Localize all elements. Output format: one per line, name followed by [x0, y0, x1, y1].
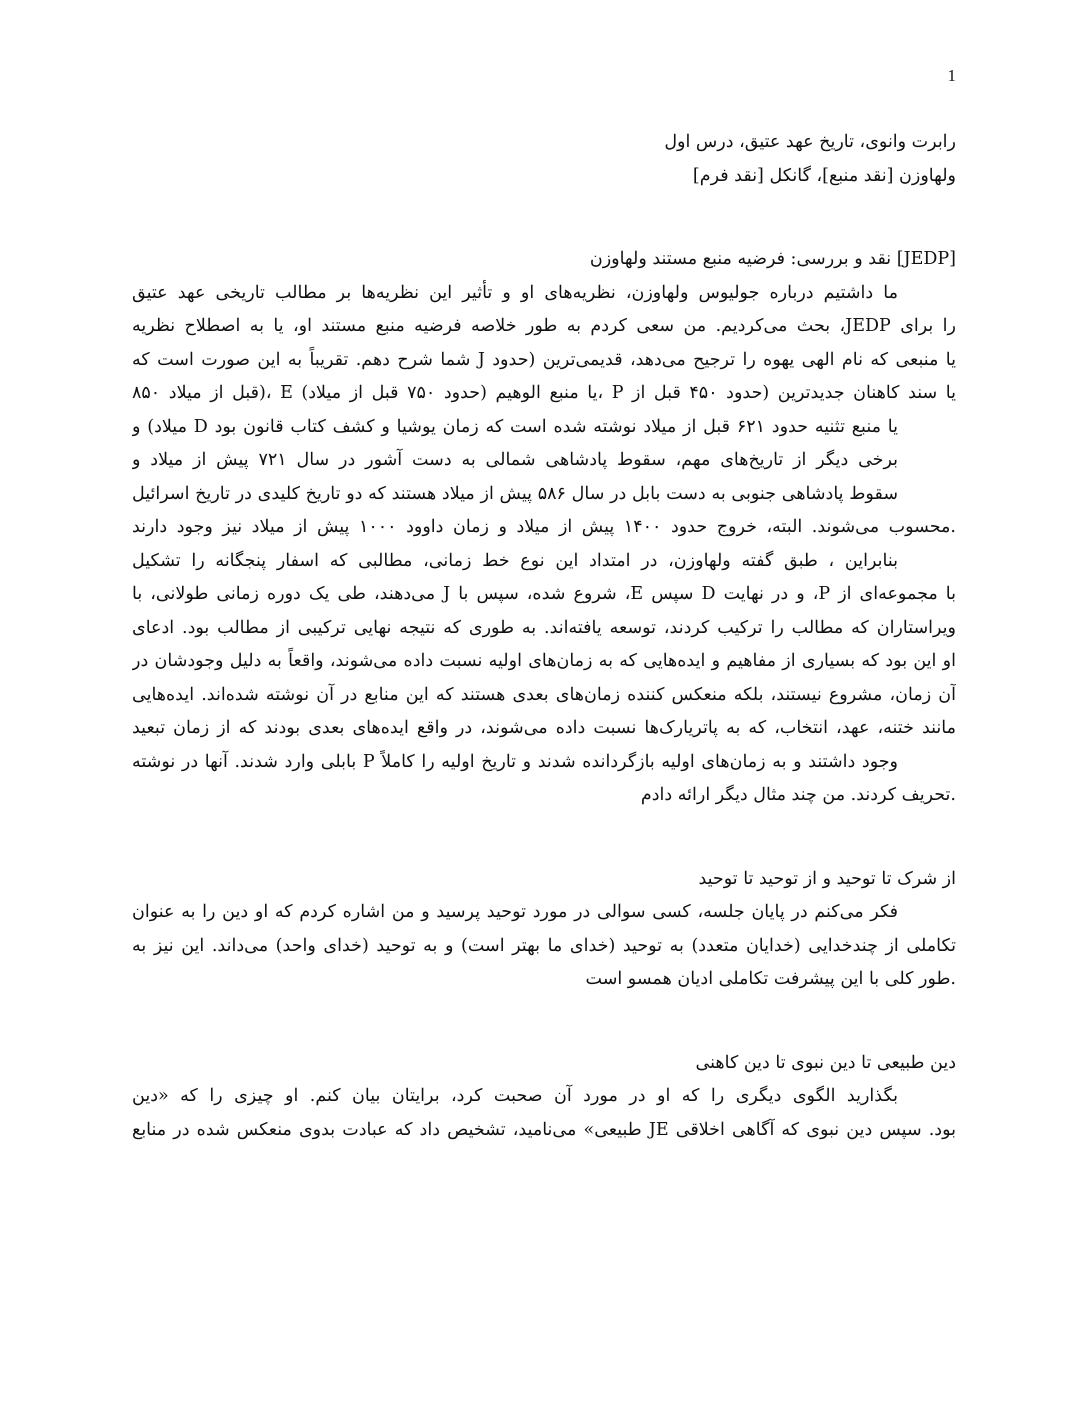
paragraph-line: را برای JEDP، بحث می‌کردیم. من سعی کردم به طور خلاصه فرضیه منبع مستند او، یا به اصطلاح نظریه — [132, 316, 956, 336]
section-1-paragraph — [132, 277, 956, 813]
paragraph-line: برخی دیگر از تاریخ‌های مهم، سقوط پادشاهی شمالی به دست آشور در سال ۷۲۱ پیش از میلاد و — [132, 450, 899, 470]
header-line-1: رابرت وانوی، تاریخ عهد عتیق، درس اول — [664, 132, 956, 152]
header-line-2: ولهاوزن [نقد منبع]، گانکل [نقد فرم] — [692, 165, 956, 186]
page-number: 1 — [947, 66, 956, 85]
paragraph-line: .محسوب می‌شوند. البته، خروج حدود ۱۴۰۰ پیش از میلاد و زمان داوود ۱۰۰۰ پیش از میلاد نیز وجود دارند — [132, 517, 956, 537]
spacer — [132, 997, 956, 1047]
paragraph-line: با مجموعه‌ای از P، و در نهایت D سپس E، شروع شده، سپس با J می‌دهند، طی یک دوره زمانی طولانی، با — [132, 584, 956, 604]
section-3-title: دین طبیعی تا دین نبوی تا دین کاهنی — [695, 1052, 956, 1073]
paragraph-line: .تحریف کردند. من چند مثال دیگر ارائه دادم — [640, 785, 956, 805]
paragraph-line: بنابراین ، طبق گفته ولهاوزن، در امتداد این نوع خط زمانی، مطالبی که اسفار پنجگانه را تشکیل — [132, 550, 898, 571]
paragraph-line: .طور کلی با این پیشرفت تکاملی ادیان همسو است — [585, 969, 956, 989]
spacer — [132, 813, 956, 863]
spacer — [132, 193, 956, 243]
section-3-paragraph — [132, 1080, 956, 1147]
section-2-title: از شرک تا توحید و از توحید تا توحید — [698, 868, 956, 889]
paragraph-line: فکر می‌کنم در پایان جلسه، کسی سوالی در مورد توحید پرسید و من اشاره کردم که او دین را به عنوان — [132, 902, 898, 922]
section-1-title: [JEDP] نقد و بررسی: فرضیه منبع مستند ولهاوزن — [589, 249, 956, 269]
section-2-paragraph — [132, 896, 956, 997]
paragraph-line: سقوط پادشاهی جنوبی به دست بابل در سال ۵۸۶ پیش از میلاد هستند که دو تاریخ کلیدی در تاریخ اسرائیل — [132, 483, 898, 504]
paragraph-line: وجود داشتند و به زمان‌های اولیه بازگردانده شدند و تاریخ اولیه را کاملاً P بابلی وارد شدند. آنها در نوشته — [132, 751, 898, 772]
paragraph-line: ما داشتیم درباره جولیوس ولهاوزن، نظریه‌های او و تأثیر این نظریه‌ها بر مطالب تاریخی عهد عتیق — [132, 282, 898, 303]
paragraph-line: بگذارید الگوی دیگری را که او در مورد آن صحبت کرد، برایتان بیان کنم. او چیزی را که «دین — [132, 1086, 898, 1106]
paragraph-line: ویراستاران که مطالب را ترکیب کردند، توسعه یافته‌اند. به طوری که نتیجه نهایی ترکیبی از مطالب بود. ادعای — [132, 617, 956, 638]
paragraph-line: آن زمان، مشروع نیستند، بلکه منعکس کننده زمان‌های بعدی هستند که این منابع در آن نوشته شده‌اند. ایده‌هایی — [132, 684, 956, 705]
paragraph-line: مانند ختنه، عهد، انتخاب، که به پاتریارک‌ها نسبت داده می‌شوند، در واقع ایده‌های بعدی بودند که از زمان تبعید — [132, 718, 956, 738]
paragraph-line: یا منبع تثنیه حدود ۶۲۱ قبل از میلاد نوشته شده است که زمان یوشیا و کشف کتاب قانون بود D میلاد) و — [132, 416, 898, 437]
paragraph-line: یا منبعی که نام الهی یهوه را ترجیح می‌دهد، قدیمی‌ترین (حدود J شما شرح دهم. تقریباً به این صورت است که — [132, 349, 956, 370]
document-body — [132, 126, 956, 1147]
paragraph-line: یا سند کاهنان جدیدترین (حدود ۴۵۰ قبل از P ،یا منبع الوهیم (حدود ۷۵۰ قبل از میلاد) E ،(قبل از میلاد ۸۵۰ — [132, 383, 956, 403]
paragraph-line: او این بود که بسیاری از مفاهیم و ایده‌هایی که به زمان‌های اولیه نسبت داده می‌شوند، واقعاً به دلیل وجودشان در — [132, 651, 956, 671]
paragraph-line: بود. سپس دین نبوی که آگاهی اخلاقی JE طبیعی» می‌نامید، تشخیص داد که عبادت بدوی منعکس شده در منابع — [132, 1119, 956, 1140]
paragraph-line: تکاملی از چندخدایی (خدایان متعدد) به توحید (خدای ما بهتر است) و به توحید (خدای واحد) می‌داند. این نیز به — [132, 935, 956, 956]
